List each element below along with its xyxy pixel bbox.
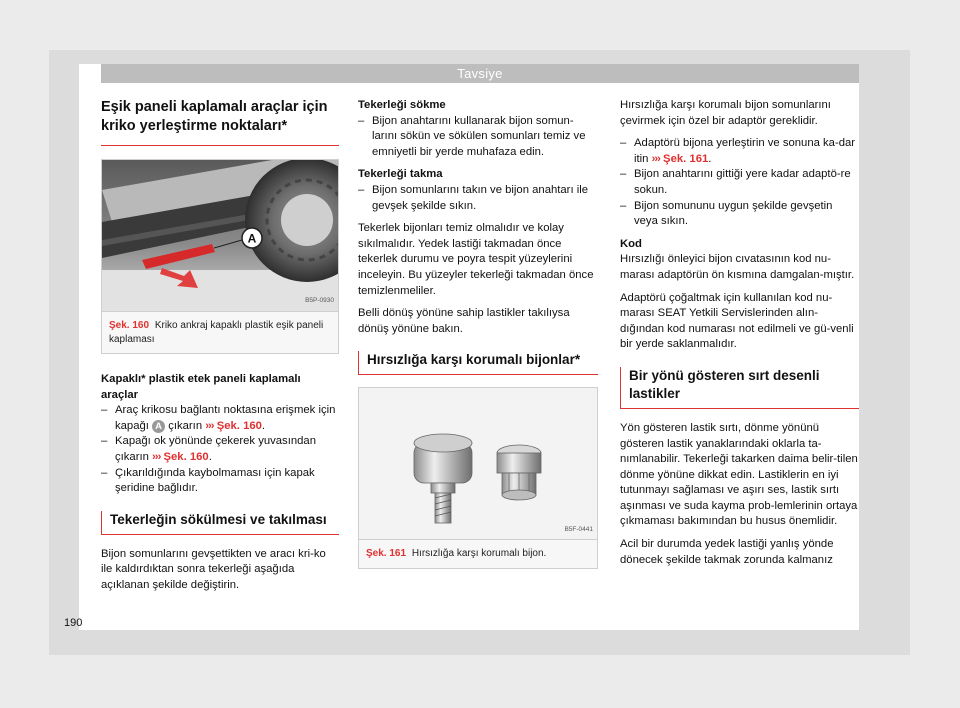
- paragraph: Tekerlek bijonları temiz olmalıdır ve kolay sıkılmalıdır. Yedek lastiği takmadan önce tekerlek durumu ve poyra tespit yüzeylerini inceleyin. Bu yüzeyler tekerleği takmadan önce temizlenmeliler.: [358, 222, 594, 297]
- crossref-link[interactable]: Şek. 161: [663, 152, 709, 165]
- subheading: Kapaklı* plastik etek paneli kaplamalı araçlar: [101, 373, 301, 401]
- list-item: [101, 434, 339, 465]
- punctuation: .: [708, 152, 712, 165]
- step-list: [620, 136, 859, 230]
- list-text: Adaptörü bijona yerleştirin ve sonuna ka-dar itin: [634, 137, 856, 165]
- subheading: Tekerleği takma: [358, 168, 443, 181]
- paragraph: Adaptörü çoğaltmak için kullanılan kod nu-marası SEAT Yetkili Servislerinden alın-dığından kod numarası not edilmeli ve gü-venli bir yerde saklanmalıdır.: [620, 291, 854, 351]
- marker-a-label: A: [247, 231, 257, 246]
- sill-panel-illustration: [102, 160, 338, 312]
- paragraph: Hırsızlığı önleyici bijon cıvatasının kod nu-marası adaptörün ön kısmına damgalan-mıştır.: [620, 253, 855, 281]
- list-item: [620, 136, 859, 167]
- adapter-graphic: [497, 445, 541, 500]
- section-title: Hırsızlığa karşı korumalı bijonlar*: [358, 351, 598, 375]
- list-text: Araç krikosu bağlantı noktasına erişmek için kapağı: [115, 404, 336, 432]
- list-item: – Bijon somunlarını takın ve bijon anahtarı ile gevşek şekilde sıkın.: [358, 183, 598, 214]
- paragraph: Acil bir durumda yedek lastiği yanlış yönde dönecek şekilde takmak zorunda kalmanız: [620, 538, 834, 566]
- list-item: – Bijon anahtarını kullanarak bijon somun-larını sökün ve sökülen somunları temiz ve emniyetli bir yerde muhafaza edin.: [358, 114, 598, 161]
- figure-label: Şek. 160: [109, 320, 150, 331]
- paragraph: Bijon somunlarını gevşettikten ve aracı kri-ko ile kaldırdıktan sonra tekerleği aşağıda açıklanan şekilde değiştirin.: [101, 547, 326, 591]
- figure-label: Şek. 161: [366, 548, 407, 560]
- subheading: Kod: [620, 237, 642, 250]
- paragraph: Yön gösteren lastik sırtı, dönme yönünü gösteren lastik yanaklarındaki oklarla ta-nımlanabilir. Tekerleği takarken daima belir-tilen dönme yönüne dikkat edin. Lastiklerin en iyi tutunmayı sağlaması ve aşırı ses, lastik sırtı aşınması ve suda kayma prob-lemlerinin ortaya çıkmaması bakımından bu husus önemlidir.: [620, 421, 858, 528]
- list-item: [101, 403, 339, 434]
- punctuation: .: [261, 419, 266, 432]
- subheading: Tekerleği sökme: [358, 99, 446, 111]
- figure-160: [101, 159, 339, 354]
- crossref-arrows: ›››: [152, 450, 161, 463]
- list-text: Kapağı ok yönünde çekerek yuvasından çıkarın: [115, 435, 316, 463]
- paragraph: Belli dönüş yönüne sahip lastikler takılıysa dönüş yönüne bakın.: [358, 307, 570, 335]
- figure-caption: [102, 312, 338, 353]
- column-middle: [358, 98, 598, 587]
- step-list: [101, 403, 339, 497]
- figure-161: [358, 387, 598, 569]
- page-number: 190: [64, 617, 83, 629]
- list-item: – Bijon somununu uygun şekilde gevşetin veya sıkın.: [620, 199, 859, 230]
- section-title: Bir yönü gösteren sırt desenli lastikler: [620, 367, 859, 409]
- step-list: [358, 183, 598, 214]
- figure-160-image: [102, 160, 338, 312]
- crossref-link[interactable]: Şek. 160: [216, 419, 262, 432]
- crossref-arrows: ›››: [651, 152, 660, 165]
- page-title: Eşik paneli kaplamalı araçlar için kriko yerleştirme noktaları*: [101, 98, 339, 146]
- figure-caption: [359, 540, 597, 568]
- figure-code: B5F-0441: [564, 525, 593, 533]
- figure-caption-text: Hırsızlığa karşı korumalı bijon.: [411, 548, 547, 560]
- figure-code: B5P-0930: [305, 297, 334, 305]
- marker-a-badge: A: [152, 420, 165, 433]
- crossref-arrows: ›››: [205, 419, 214, 432]
- locking-bolt-illustration: [359, 388, 597, 540]
- column-right: [620, 98, 859, 575]
- paragraph: Hırsızlığa karşı korumalı bijon somunlarını çevirmek için özel bir adaptör gereklidir.: [620, 99, 831, 127]
- crossref-link[interactable]: Şek. 160: [163, 450, 209, 463]
- section-banner: Tavsiye: [101, 64, 859, 83]
- list-text: çıkarın: [168, 419, 203, 432]
- column-left: [101, 98, 339, 601]
- list-item: – Bijon anahtarını gittiği yere kadar adaptö-re sokun.: [620, 167, 859, 198]
- figure-caption-text: Kriko ankraj kapaklı plastik eşik paneli kaplaması: [109, 320, 324, 345]
- figure-161-image: [359, 388, 597, 540]
- step-list: [358, 114, 598, 161]
- punctuation: .: [208, 450, 212, 463]
- section-title: Tekerleğin sökülmesi ve takılması: [101, 511, 339, 535]
- list-item: – Çıkarıldığında kaybolmaması için kapak şeridine bağlıdır.: [101, 466, 339, 497]
